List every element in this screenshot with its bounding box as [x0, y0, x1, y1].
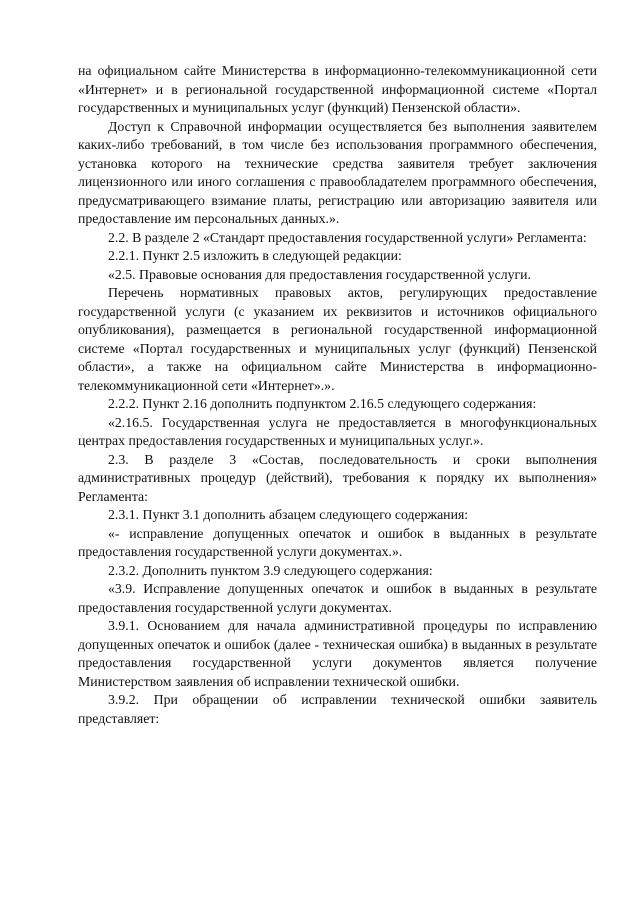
paragraph-2-2: 2.2. В разделе 2 «Стандарт предоставления государственной услуги» Регламента: — [108, 229, 587, 245]
paragraph-2-2-2: 2.2.2. Пункт 2.16 дополнить подпунктом 2.16.5 следующего содержания: — [108, 396, 537, 411]
paragraph-2-2-1: 2.2.1. Пункт 2.5 изложить в следующей редакции: — [108, 248, 402, 263]
paragraph-3-9: «3.9. Исправление допущенных опечаток и ошибок в выданных в результате предоставления государственной услуги документах. — [78, 581, 597, 615]
paragraph-legal-acts: Перечень нормативных правовых актов, регулирующих предоставление государственной услуги (с указанием их реквизитов и источников официального опубликования), размещается в региональной государственной информационной системе «Портал государственных и муниципальных услуг (функций) Пензенской области», а также на официальном сайте Министерства в информационно-телекоммуникационной сети «Интернет».». — [78, 285, 597, 393]
paragraph-3-9-1: 3.9.1. Основанием для начала административной процедуры по исправлению допущенных опечаток и ошибок (далее - техническая ошибка) в выданных в результате предоставления государственной услуги документов является получение Министерством заявления об исправлении технической ошибки. — [78, 618, 597, 689]
paragraph-2-3: 2.3. В разделе 3 «Состав, последовательность и сроки выполнения административных процедур (действий), требования к порядку их выполнения» Регламента: — [78, 451, 597, 504]
paragraph-correction-item: «- исправление допущенных опечаток и ошибок в выданных в результате предоставления государственной услуги документах.». — [78, 525, 597, 559]
paragraph-2-5-heading: «2.5. Правовые основания для предоставления государственной услуги. — [108, 266, 531, 282]
paragraph-continuation: на официальном сайте Министерства в информационно-телекоммуникационной сети «Интернет» и в региональной государственной информационной системе «Портал государственных и муниципальных услуг (функций) Пензенской области». — [78, 63, 597, 115]
paragraph-2-3-2: 2.3.2. Дополнить пунктом 3.9 следующего содержания: — [108, 562, 433, 578]
paragraph-reference-access: Доступ к Справочной информации осуществляется без выполнения заявителем каких-либо требований, в том числе без использования программного обеспечения, установка которого на технические средства заявителя требует заключения лицензионного или иного соглашения с правообладателем программного обеспечения, предусматривающего взимание платы, регистрацию или авторизацию заявителя или предоставление им персональных данных.». — [78, 118, 597, 226]
document-page — [78, 62, 597, 728]
paragraph-2-16-5: «2.16.5. Государственная услуга не предоставляется в многофункциональных центрах предоставления государственных и муниципальных услуг.». — [78, 414, 597, 448]
paragraph-2-3-1: 2.3.1. Пункт 3.1 дополнить абзацем следующего содержания: — [108, 507, 469, 522]
paragraph-3-9-2: 3.9.2. При обращении об исправлении технической ошибки заявитель представляет: — [78, 692, 597, 726]
